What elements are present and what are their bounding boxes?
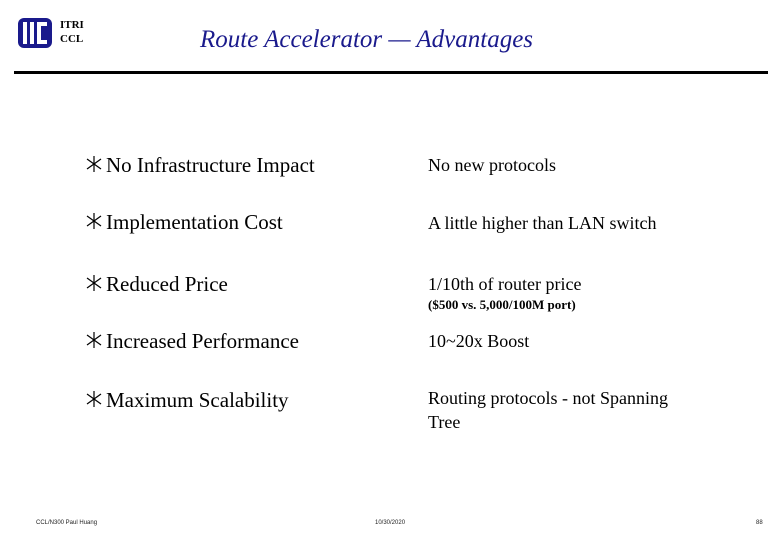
bullet-label: Reduced Price — [106, 272, 228, 296]
bullet-label: No Infrastructure Impact — [106, 153, 315, 177]
asterisk-box-icon — [84, 273, 104, 293]
bullet-item — [84, 388, 289, 413]
asterisk-box-icon — [84, 211, 104, 231]
org-label — [60, 18, 84, 46]
asterisk-box-icon — [84, 389, 104, 409]
bullet-label: Increased Performance — [106, 329, 299, 353]
org-line2: CCL — [60, 33, 84, 45]
itri-logo-icon — [18, 18, 52, 48]
asterisk-box-icon — [84, 154, 104, 174]
bullet-item — [84, 210, 283, 235]
bullet-desc-line2: Tree — [428, 412, 461, 432]
title-divider — [14, 71, 768, 74]
slide-title: Route Accelerator — Advantages — [200, 26, 534, 53]
bullet-desc: No new protocols — [428, 155, 556, 175]
bullet-item — [84, 329, 299, 354]
bullet-label: Implementation Cost — [106, 210, 283, 234]
footer-author: CCL/N300 Paul Huang — [36, 520, 98, 526]
footer-page-number: 88 — [756, 520, 763, 526]
bullet-desc: 1/10th of router price — [428, 274, 582, 294]
org-line1: ITRI — [60, 19, 84, 31]
bullet-label: Maximum Scalability — [106, 388, 289, 412]
bullet-desc-line1: Routing protocols - not Spanning — [428, 388, 668, 408]
footer-date: 10/30/2020 — [375, 520, 406, 526]
bullet-item — [84, 153, 315, 178]
bullet-desc — [428, 386, 668, 434]
bullet-desc-sub: ($500 vs. 5,000/100M port) — [428, 297, 576, 312]
bullet-desc: 10~20x Boost — [428, 331, 530, 351]
bullet-desc: A little higher than LAN switch — [428, 213, 657, 233]
bullet-item — [84, 272, 228, 297]
asterisk-box-icon — [84, 330, 104, 350]
